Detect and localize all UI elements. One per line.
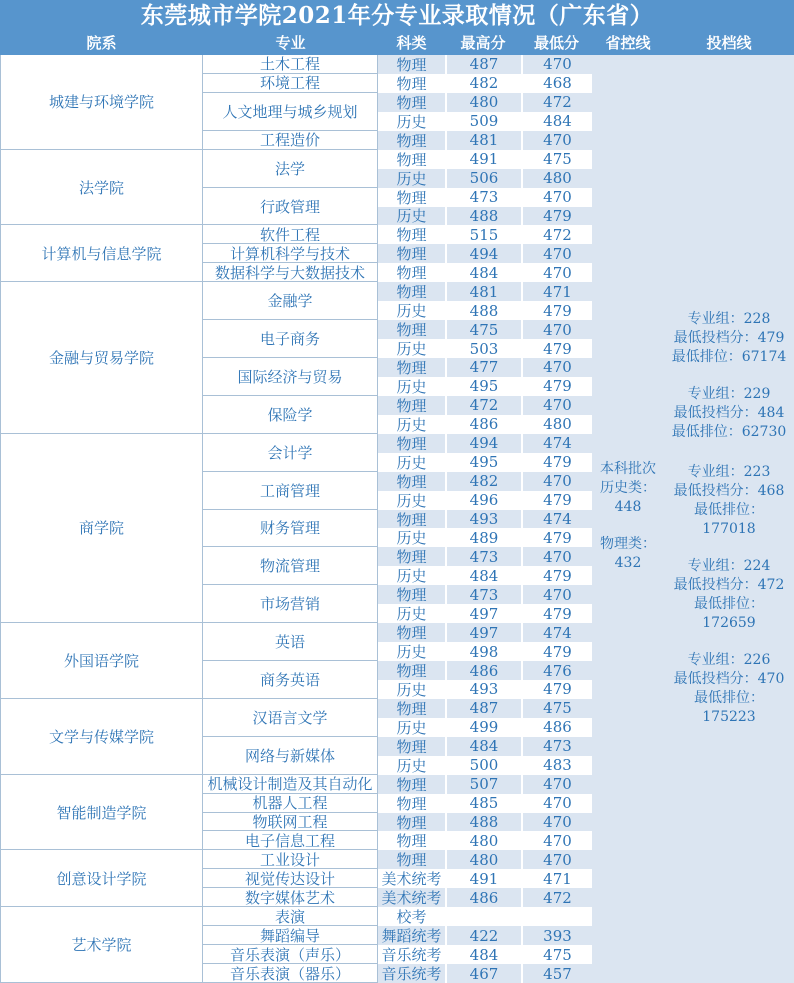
major-cell: 工业设计 bbox=[203, 850, 378, 869]
major-cell: 机械设计制造及其自动化 bbox=[203, 775, 378, 794]
admission-line-text: 专业组：226 bbox=[687, 652, 771, 668]
admission-line-text: 专业组：223 bbox=[687, 464, 771, 480]
major-cell: 英语 bbox=[203, 623, 378, 661]
max-score-cell: 491 bbox=[445, 150, 521, 169]
subject-cell: 物理 bbox=[378, 737, 445, 756]
major-cell: 保险学 bbox=[203, 396, 378, 434]
max-score-cell: 486 bbox=[445, 888, 521, 907]
admission-line-text: 最低排位： bbox=[694, 690, 764, 706]
max-score-cell: 503 bbox=[445, 339, 521, 358]
subject-cell: 舞蹈统考 bbox=[378, 926, 445, 945]
major-cell: 软件工程 bbox=[203, 225, 378, 244]
min-score-cell: 475 bbox=[521, 699, 592, 718]
max-score-cell: 484 bbox=[445, 945, 521, 964]
major-cell: 汉语言文学 bbox=[203, 699, 378, 737]
min-score-cell: 479 bbox=[521, 339, 592, 358]
min-score-cell: 480 bbox=[521, 415, 592, 434]
min-score-cell: 470 bbox=[521, 850, 592, 869]
max-score-cell: 480 bbox=[445, 93, 521, 112]
min-score-cell: 470 bbox=[521, 320, 592, 339]
min-score-cell: 470 bbox=[521, 131, 592, 150]
max-score-cell: 497 bbox=[445, 604, 521, 623]
max-score-cell: 499 bbox=[445, 718, 521, 737]
subject-cell: 美术统考 bbox=[378, 888, 445, 907]
subject-cell: 物理 bbox=[378, 813, 445, 832]
college-cell: 商学院 bbox=[0, 434, 203, 623]
max-score-cell: 482 bbox=[445, 74, 521, 93]
max-score-cell: 422 bbox=[445, 926, 521, 945]
max-score-cell: 507 bbox=[445, 775, 521, 794]
subject-cell: 历史 bbox=[378, 112, 445, 131]
max-score-cell: 472 bbox=[445, 396, 521, 415]
subject-cell: 历史 bbox=[378, 642, 445, 661]
max-score-cell: 475 bbox=[445, 320, 521, 339]
min-score-cell: 479 bbox=[521, 377, 592, 396]
major-cell: 法学 bbox=[203, 150, 378, 188]
min-score-cell: 483 bbox=[521, 756, 592, 775]
column-header-4: 最低分 bbox=[533, 34, 579, 52]
college-cell: 金融与贸易学院 bbox=[0, 282, 203, 434]
min-score-cell: 479 bbox=[521, 301, 592, 320]
max-score-cell: 477 bbox=[445, 358, 521, 377]
max-score-cell: 481 bbox=[445, 131, 521, 150]
college-cell: 文学与传媒学院 bbox=[0, 699, 203, 775]
subject-cell: 物理 bbox=[378, 263, 445, 282]
max-score-cell: 493 bbox=[445, 510, 521, 529]
major-cell: 商务英语 bbox=[203, 661, 378, 699]
major-cell: 电子商务 bbox=[203, 320, 378, 358]
subject-cell: 物理 bbox=[378, 831, 445, 850]
province-control-line-cell bbox=[592, 55, 664, 983]
min-score-cell: 479 bbox=[521, 642, 592, 661]
max-score-cell: 488 bbox=[445, 301, 521, 320]
min-score-cell: 470 bbox=[521, 396, 592, 415]
physics-value: 432 bbox=[614, 555, 642, 571]
major-cell: 工程造价 bbox=[203, 131, 378, 150]
college-cell: 外国语学院 bbox=[0, 623, 203, 699]
physics-label: 物理类： bbox=[600, 536, 656, 552]
subject-cell: 物理 bbox=[378, 358, 445, 377]
admission-line-text: 最低排位： bbox=[694, 596, 764, 612]
max-score-cell: 484 bbox=[445, 263, 521, 282]
subject-cell: 音乐统考 bbox=[378, 945, 445, 964]
admission-group-block bbox=[664, 557, 794, 633]
column-header-0: 院系 bbox=[86, 34, 117, 52]
subject-cell: 物理 bbox=[378, 510, 445, 529]
column-header-3: 最高分 bbox=[460, 34, 506, 52]
subject-cell: 历史 bbox=[378, 415, 445, 434]
min-score-cell: 480 bbox=[521, 169, 592, 188]
subject-cell: 历史 bbox=[378, 339, 445, 358]
table-header-row bbox=[0, 30, 794, 55]
min-score-cell: 474 bbox=[521, 510, 592, 529]
major-cell: 环境工程 bbox=[203, 74, 378, 93]
max-score-cell: 473 bbox=[445, 547, 521, 566]
subject-cell: 音乐统考 bbox=[378, 964, 445, 983]
min-score-cell: 470 bbox=[521, 188, 592, 207]
min-score-cell: 468 bbox=[521, 74, 592, 93]
max-score-cell: 488 bbox=[445, 813, 521, 832]
min-score-cell: 471 bbox=[521, 869, 592, 888]
college-cell: 智能制造学院 bbox=[0, 775, 203, 851]
college-cell: 法学院 bbox=[0, 150, 203, 226]
subject-cell: 物理 bbox=[378, 775, 445, 794]
max-score-cell: 484 bbox=[445, 737, 521, 756]
history-label: 历史类： bbox=[600, 480, 656, 496]
min-score-cell: 473 bbox=[521, 737, 592, 756]
max-score-cell: 482 bbox=[445, 472, 521, 491]
admission-line-text: 专业组：224 bbox=[687, 558, 771, 574]
province-batch-block bbox=[592, 460, 664, 517]
min-score-cell: 479 bbox=[521, 604, 592, 623]
min-score-cell: 470 bbox=[521, 831, 592, 850]
subject-cell: 物理 bbox=[378, 282, 445, 301]
max-score-cell: 494 bbox=[445, 244, 521, 263]
min-score-cell: 470 bbox=[521, 358, 592, 377]
subject-cell: 历史 bbox=[378, 528, 445, 547]
subject-cell: 物理 bbox=[378, 699, 445, 718]
admission-line-text: 最低投档分：470 bbox=[673, 671, 785, 687]
subject-cell: 物理 bbox=[378, 623, 445, 642]
min-score-cell: 476 bbox=[521, 661, 592, 680]
min-score-cell: 472 bbox=[521, 225, 592, 244]
min-score-cell: 475 bbox=[521, 945, 592, 964]
subject-cell: 物理 bbox=[378, 850, 445, 869]
admission-line-text: 172659 bbox=[702, 615, 756, 631]
admission-line-text: 最低投档分：468 bbox=[673, 483, 785, 499]
admission-line-text: 最低排位： bbox=[694, 502, 764, 518]
admission-line-text: 专业组：229 bbox=[687, 386, 771, 402]
major-cell: 音乐表演（声乐） bbox=[203, 945, 378, 964]
min-score-cell: 393 bbox=[521, 926, 592, 945]
max-score-cell: 486 bbox=[445, 415, 521, 434]
max-score-cell: 480 bbox=[445, 850, 521, 869]
max-score-cell bbox=[445, 907, 521, 926]
max-score-cell: 509 bbox=[445, 112, 521, 131]
min-score-cell: 470 bbox=[521, 794, 592, 813]
column-header-6: 投档线 bbox=[706, 34, 752, 52]
subject-cell: 历史 bbox=[378, 718, 445, 737]
max-score-cell: 493 bbox=[445, 680, 521, 699]
max-score-cell: 485 bbox=[445, 794, 521, 813]
subject-cell: 历史 bbox=[378, 680, 445, 699]
major-cell: 物流管理 bbox=[203, 547, 378, 585]
min-score-cell: 474 bbox=[521, 434, 592, 453]
min-score-cell: 479 bbox=[521, 491, 592, 510]
admission-line-text: 最低投档分：484 bbox=[673, 405, 785, 421]
max-score-cell: 467 bbox=[445, 964, 521, 983]
subject-cell: 历史 bbox=[378, 301, 445, 320]
subject-cell: 物理 bbox=[378, 472, 445, 491]
major-cell: 国际经济与贸易 bbox=[203, 358, 378, 396]
subject-cell: 物理 bbox=[378, 661, 445, 680]
min-score-cell: 470 bbox=[521, 775, 592, 794]
min-score-cell: 472 bbox=[521, 93, 592, 112]
major-cell: 市场营销 bbox=[203, 585, 378, 623]
subject-cell: 物理 bbox=[378, 225, 445, 244]
subject-cell: 历史 bbox=[378, 491, 445, 510]
admission-line-text: 专业组：228 bbox=[687, 311, 771, 327]
max-score-cell: 489 bbox=[445, 528, 521, 547]
province-physics-block bbox=[592, 535, 664, 573]
subject-cell: 物理 bbox=[378, 320, 445, 339]
max-score-cell: 495 bbox=[445, 377, 521, 396]
subject-cell: 历史 bbox=[378, 207, 445, 226]
subject-cell: 物理 bbox=[378, 93, 445, 112]
max-score-cell: 497 bbox=[445, 623, 521, 642]
subject-cell: 物理 bbox=[378, 188, 445, 207]
subject-cell: 历史 bbox=[378, 377, 445, 396]
max-score-cell: 488 bbox=[445, 207, 521, 226]
subject-cell: 物理 bbox=[378, 74, 445, 93]
subject-cell: 物理 bbox=[378, 794, 445, 813]
major-cell: 会计学 bbox=[203, 434, 378, 472]
min-score-cell: 470 bbox=[521, 472, 592, 491]
admission-line-text: 最低排位：62730 bbox=[671, 424, 787, 440]
subject-cell: 物理 bbox=[378, 131, 445, 150]
major-cell: 电子信息工程 bbox=[203, 831, 378, 850]
max-score-cell: 481 bbox=[445, 282, 521, 301]
min-score-cell: 457 bbox=[521, 964, 592, 983]
major-cell: 数据科学与大数据技术 bbox=[203, 263, 378, 282]
subject-cell: 物理 bbox=[378, 585, 445, 604]
major-cell: 舞蹈编导 bbox=[203, 926, 378, 945]
min-score-cell: 486 bbox=[521, 718, 592, 737]
admission-line-text: 最低投档分：472 bbox=[673, 577, 785, 593]
max-score-cell: 484 bbox=[445, 566, 521, 585]
subject-cell: 物理 bbox=[378, 396, 445, 415]
major-cell: 金融学 bbox=[203, 282, 378, 320]
min-score-cell: 479 bbox=[521, 207, 592, 226]
min-score-cell: 470 bbox=[521, 813, 592, 832]
min-score-cell: 479 bbox=[521, 453, 592, 472]
subject-cell: 物理 bbox=[378, 434, 445, 453]
subject-cell: 校考 bbox=[378, 907, 445, 926]
min-score-cell: 479 bbox=[521, 680, 592, 699]
major-cell: 物联网工程 bbox=[203, 813, 378, 832]
max-score-cell: 486 bbox=[445, 661, 521, 680]
max-score-cell: 494 bbox=[445, 434, 521, 453]
major-cell: 音乐表演（器乐） bbox=[203, 964, 378, 983]
max-score-cell: 506 bbox=[445, 169, 521, 188]
column-header-2: 科类 bbox=[396, 34, 427, 52]
major-cell: 表演 bbox=[203, 907, 378, 926]
page-title: 东莞城市学院2021年分专业录取情况（广东省） bbox=[0, 0, 794, 30]
min-score-cell: 484 bbox=[521, 112, 592, 131]
subject-cell: 历史 bbox=[378, 566, 445, 585]
major-cell: 机器人工程 bbox=[203, 794, 378, 813]
min-score-cell: 470 bbox=[521, 547, 592, 566]
max-score-cell: 498 bbox=[445, 642, 521, 661]
major-cell: 工商管理 bbox=[203, 472, 378, 510]
major-cell: 数字媒体艺术 bbox=[203, 888, 378, 907]
subject-cell: 历史 bbox=[378, 604, 445, 623]
min-score-cell: 479 bbox=[521, 566, 592, 585]
major-cell: 视觉传达设计 bbox=[203, 869, 378, 888]
subject-cell: 物理 bbox=[378, 55, 445, 74]
college-cell: 艺术学院 bbox=[0, 907, 203, 983]
admission-group-block bbox=[664, 463, 794, 539]
subject-cell: 历史 bbox=[378, 756, 445, 775]
max-score-cell: 515 bbox=[445, 225, 521, 244]
subject-cell: 美术统考 bbox=[378, 869, 445, 888]
major-cell: 行政管理 bbox=[203, 188, 378, 226]
major-cell: 计算机科学与技术 bbox=[203, 244, 378, 263]
major-cell: 财务管理 bbox=[203, 510, 378, 548]
max-score-cell: 491 bbox=[445, 869, 521, 888]
max-score-cell: 480 bbox=[445, 831, 521, 850]
subject-cell: 物理 bbox=[378, 150, 445, 169]
subject-cell: 历史 bbox=[378, 169, 445, 188]
min-score-cell: 470 bbox=[521, 263, 592, 282]
history-value: 448 bbox=[614, 499, 642, 515]
max-score-cell: 473 bbox=[445, 188, 521, 207]
min-score-cell: 474 bbox=[521, 623, 592, 642]
column-header-1: 专业 bbox=[275, 34, 306, 52]
admission-line-text: 175223 bbox=[702, 709, 756, 725]
min-score-cell: 470 bbox=[521, 244, 592, 263]
college-cell: 城建与环境学院 bbox=[0, 55, 203, 150]
column-header-5: 省控线 bbox=[605, 34, 651, 52]
college-cell: 计算机与信息学院 bbox=[0, 225, 203, 282]
max-score-cell: 495 bbox=[445, 453, 521, 472]
min-score-cell: 470 bbox=[521, 55, 592, 74]
admission-group-block bbox=[664, 385, 794, 442]
max-score-cell: 496 bbox=[445, 491, 521, 510]
table-body bbox=[0, 55, 794, 983]
admission-line-text: 最低投档分：479 bbox=[673, 330, 785, 346]
max-score-cell: 500 bbox=[445, 756, 521, 775]
min-score-cell: 475 bbox=[521, 150, 592, 169]
admission-group-block bbox=[664, 310, 794, 367]
min-score-cell bbox=[521, 907, 592, 926]
subject-cell: 物理 bbox=[378, 547, 445, 566]
max-score-cell: 487 bbox=[445, 699, 521, 718]
min-score-cell: 479 bbox=[521, 528, 592, 547]
admission-group-block bbox=[664, 651, 794, 727]
admission-line-text: 最低排位：67174 bbox=[671, 349, 787, 365]
max-score-cell: 473 bbox=[445, 585, 521, 604]
subject-cell: 物理 bbox=[378, 244, 445, 263]
college-cell: 创意设计学院 bbox=[0, 850, 203, 907]
min-score-cell: 471 bbox=[521, 282, 592, 301]
admission-line-text: 177018 bbox=[702, 521, 756, 537]
major-cell: 土木工程 bbox=[203, 55, 378, 74]
max-score-cell: 487 bbox=[445, 55, 521, 74]
min-score-cell: 470 bbox=[521, 585, 592, 604]
batch-label: 本科批次 bbox=[600, 461, 656, 477]
admission-line-cell bbox=[664, 55, 794, 983]
min-score-cell: 472 bbox=[521, 888, 592, 907]
major-cell: 人文地理与城乡规划 bbox=[203, 93, 378, 131]
subject-cell: 历史 bbox=[378, 453, 445, 472]
major-cell: 网络与新媒体 bbox=[203, 737, 378, 775]
